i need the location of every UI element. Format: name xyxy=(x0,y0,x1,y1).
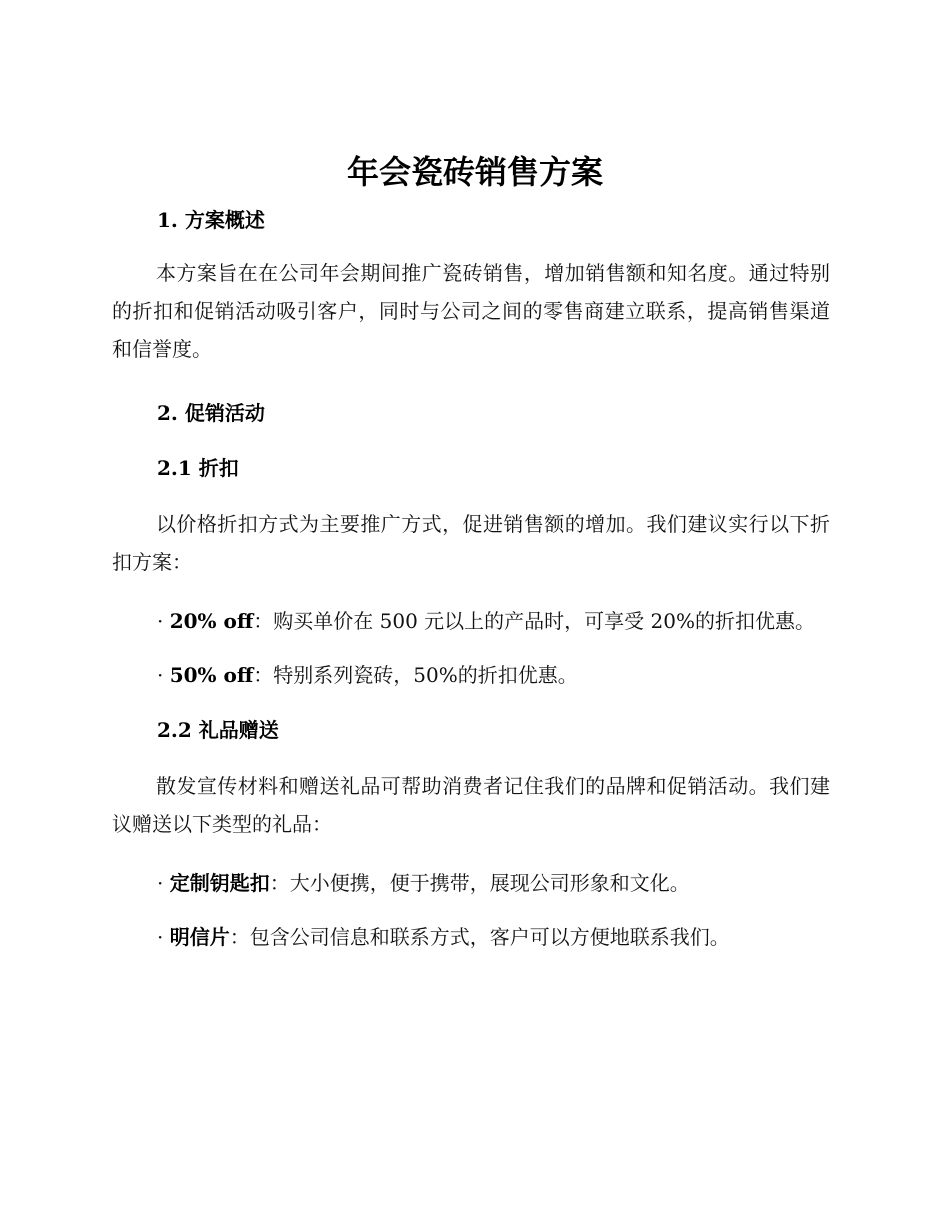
list-item xyxy=(157,607,815,635)
bullet-marker: · xyxy=(157,925,170,949)
bullet-term: 明信片 xyxy=(169,925,230,949)
bullet-term: 50% off xyxy=(169,663,254,687)
section-heading-overview: 1. 方案概述 xyxy=(157,208,265,232)
section-heading-discount: 2.1 折扣 xyxy=(157,456,239,480)
document-title: 年会瓷砖销售方案 xyxy=(346,153,603,191)
bullet-separator: ： xyxy=(229,925,250,949)
bullet-text: 包含公司信息和联系方式，客户可以方便地联系我们。 xyxy=(249,925,730,949)
discount-paragraph: 以价格折扣方式为主要推广方式，促进销售额的增加。我们建议实行以下折扣方案： xyxy=(112,512,830,574)
bullet-term: 20% off xyxy=(169,609,254,633)
list-item xyxy=(157,869,690,897)
bullet-text: 特别系列瓷砖，50%的折扣优惠。 xyxy=(273,663,578,687)
bullet-text: 大小便携，便于携带，展现公司形象和文化。 xyxy=(289,871,690,895)
bullet-separator: ： xyxy=(253,609,274,633)
list-item xyxy=(157,661,578,689)
overview-paragraph: 本方案旨在在公司年会期间推广瓷砖销售，增加销售额和知名度。通过特别的折扣和促销活动吸引客户，同时与公司之间的零售商建立联系，提高销售渠道和信誉度。 xyxy=(112,261,830,361)
bullet-text: 购买单价在 500 元以上的产品时，可享受 20%的折扣优惠。 xyxy=(273,609,815,633)
bullet-separator: ： xyxy=(269,871,290,895)
bullet-marker: · xyxy=(157,871,170,895)
list-item xyxy=(157,923,730,951)
section-heading-gifts: 2.2 礼品赠送 xyxy=(157,718,279,742)
section-heading-promotions: 2. 促销活动 xyxy=(157,401,265,425)
gifts-paragraph: 散发宣传材料和赠送礼品可帮助消费者记住我们的品牌和促销活动。我们建议赠送以下类型的礼品： xyxy=(112,774,830,836)
bullet-marker: · xyxy=(157,663,170,687)
bullet-marker: · xyxy=(157,609,170,633)
bullet-term: 定制钥匙扣 xyxy=(169,871,270,895)
bullet-separator: ： xyxy=(253,663,274,687)
